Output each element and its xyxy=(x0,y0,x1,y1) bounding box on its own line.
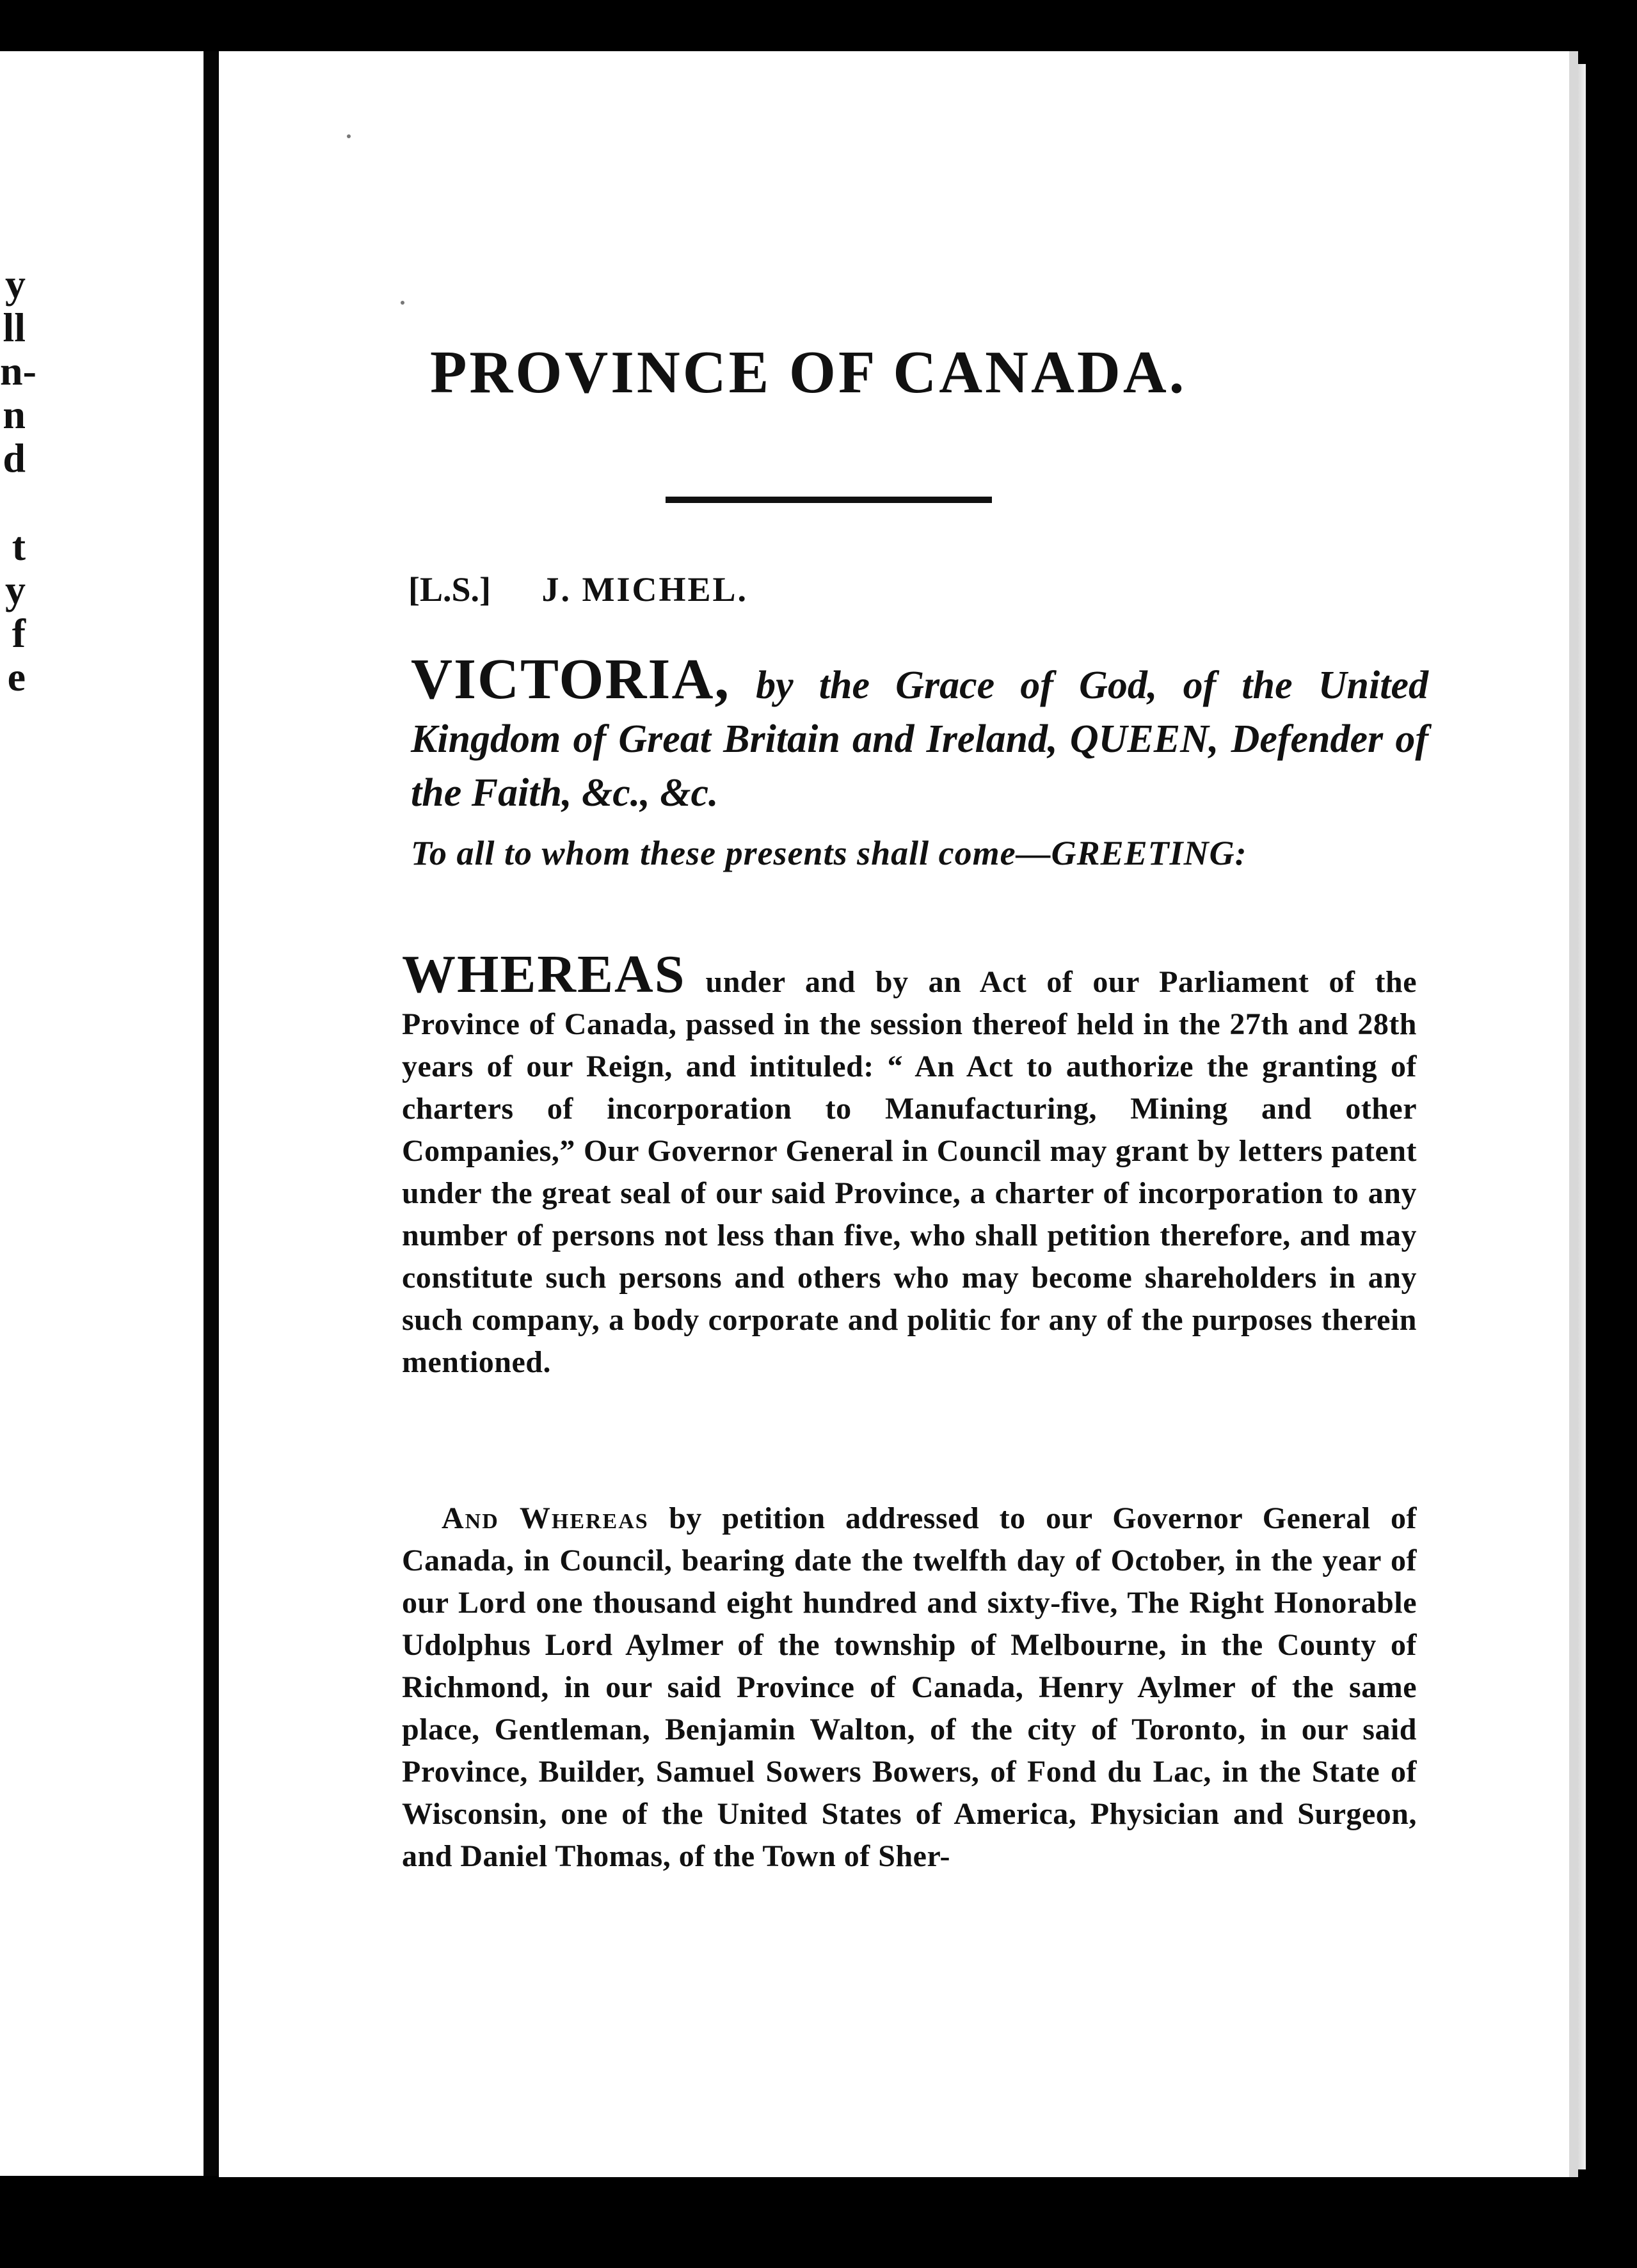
facing-page-text-fragment xyxy=(0,261,36,699)
facing-page xyxy=(0,51,204,2176)
document-page xyxy=(219,51,1578,2177)
fragment-line: ll xyxy=(3,305,26,350)
fragment-line: e xyxy=(7,654,26,699)
paragraph-body: by petition addressed to our Governor General of Canada, in Council, bearing date the twelfth day of October, in the year of our Lord one thousand eight hundred and sixty-five, The Right Honorable Udolphus Lord Aylmer of the township of Melbourne, in the County of Richmond, in our said Province of Canada, Henry Aylmer of the same place, Gentleman, Benjamin Walton, of the city of Toronto, in our said Province, Builder, Samuel Sowers Bowers, of Fond du Lac, in the State of Wisconsin, one of the United States of America, Physician and Surgeon, and Daniel Thomas, of the Town of Sher- xyxy=(402,1501,1417,1873)
paper-speck xyxy=(347,134,351,138)
fragment-line: t xyxy=(12,523,26,569)
title-rule xyxy=(666,497,992,503)
royal-style-block xyxy=(411,648,1429,820)
fragment-line: f xyxy=(12,611,26,656)
recital-paragraph-2 xyxy=(402,1497,1417,1878)
seal-signature-line xyxy=(408,570,1048,609)
recital-paragraph-1 xyxy=(402,945,1417,1384)
fragment-line: n xyxy=(3,392,26,437)
paragraph-lead-word: WHEREAS xyxy=(402,945,686,1004)
paragraph-body: under and by an Act of our Parliament of the Province of Canada, passed in the session thereof held in the 27th and 28th years of our Reign, and intituled: “ An Act to authorize the granting of charters of incorporation to Manufacturing, Mining and other Companies,” Our Governor General in Council may grant by letters patent under the great seal of our said Province, a charter of incorporation to any number of persons not less than five, who shall petition therefore, and may constitute such persons and others who may become shareholders in any such company, a body corporate and politic for any of the purposes therein mentioned. xyxy=(402,965,1417,1379)
book-binding xyxy=(204,51,219,2176)
fragment-line: d xyxy=(3,435,26,481)
signer-name: J. MICHEL. xyxy=(541,570,749,609)
fragment-line: y xyxy=(5,261,26,307)
sovereign-style: by the Grace of God, of the United Kingdom of Great Britain and Ireland, QUEEN, Defender of the Faith, &c., &c. xyxy=(411,664,1429,815)
fragment-gap xyxy=(0,480,26,525)
fragment-line: n- xyxy=(0,348,36,394)
sovereign-name: VICTORIA, xyxy=(411,648,730,711)
fragment-line: y xyxy=(5,567,26,612)
paragraph-lead-word: And Whereas xyxy=(442,1501,649,1535)
seal-mark: [L.S.] xyxy=(408,570,491,609)
paper-speck xyxy=(401,301,404,305)
greeting-line: To all to whom these presents shall come—GREETING: xyxy=(411,834,1247,872)
page-title: PROVINCE OF CANADA. xyxy=(430,339,1187,406)
